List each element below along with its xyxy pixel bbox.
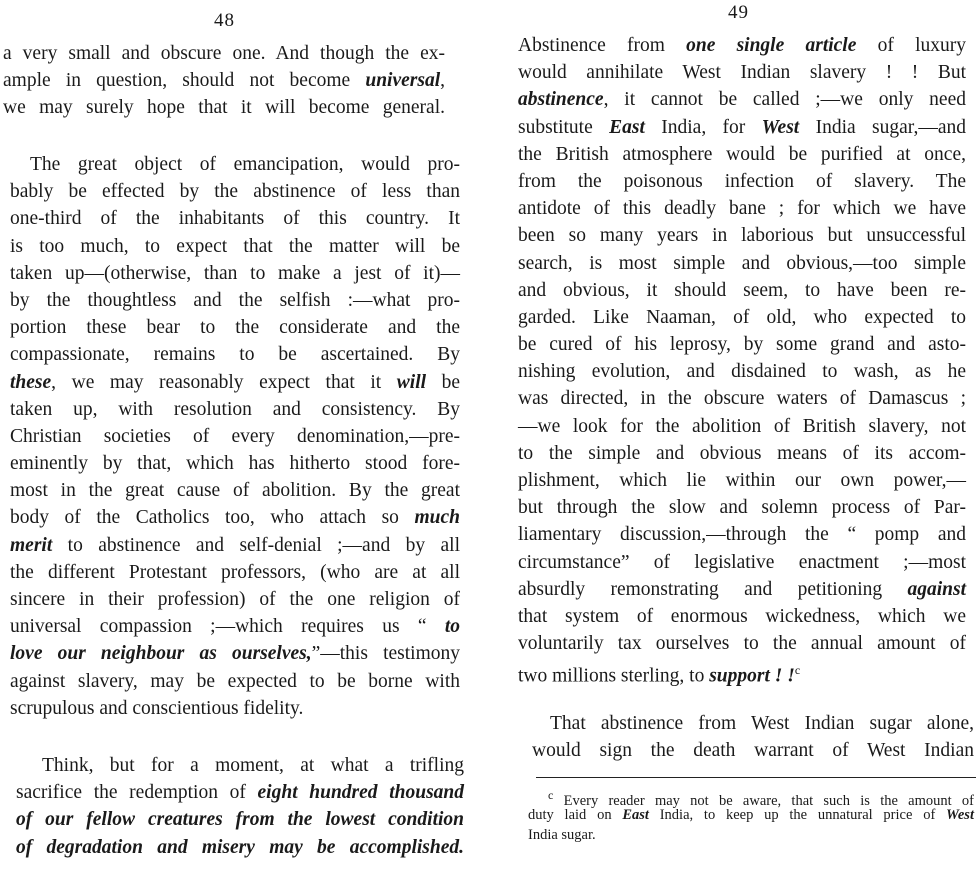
text-line: we may surely hope that it will become general. bbox=[3, 97, 445, 119]
text-line: —we look for the abolition of British slavery, not bbox=[518, 415, 966, 437]
text-line: bably be effected by the abstinence of less than bbox=[10, 181, 460, 203]
text-line: against slavery, may be expected to be borne with bbox=[10, 670, 460, 692]
text-line: would sign the death warrant of West Indian bbox=[532, 740, 974, 762]
text-line: garded. Like Naaman, of old, who expected to bbox=[518, 306, 966, 328]
text-line: these, we may reasonably expect that it will be bbox=[10, 371, 461, 393]
footnote-line: duty laid on East India, to keep up the unnatural price of West bbox=[528, 807, 974, 823]
text-line: search, is most simple and obvious,—too simple bbox=[518, 252, 966, 274]
footnote-mark: c bbox=[548, 788, 554, 802]
text-line: sacrifice the redemption of eight hundred thousand bbox=[16, 782, 464, 804]
right-page bbox=[500, 0, 980, 874]
footnote-divider bbox=[536, 777, 976, 778]
text-line bbox=[518, 657, 966, 687]
text-line: be cured of his leprosy, by some grand and asto- bbox=[518, 334, 966, 356]
text-line: been so many years in laborious but unsuccessful bbox=[518, 225, 966, 247]
text-line: of our fellow creatures from the lowest condition bbox=[16, 809, 464, 831]
text-line: scrupulous and conscientious fidelity. bbox=[10, 697, 304, 719]
text-line: Think, but for a moment, at what a trifling bbox=[42, 755, 464, 776]
text-line: is too much, to expect that the matter will be bbox=[10, 235, 460, 257]
text-line: compassionate, remains to be ascertained. By bbox=[10, 344, 460, 366]
paragraph bbox=[3, 40, 445, 122]
text-line: most in the great cause of abolition. By the great bbox=[10, 480, 460, 502]
text-line: taken up, with resolution and consistency. By bbox=[10, 398, 460, 420]
paragraph bbox=[16, 752, 464, 861]
page-number: 49 bbox=[728, 2, 749, 23]
text-line: abstinence, it cannot be called ;—we only need bbox=[518, 89, 966, 111]
text-line: love our neighbour as ourselves,”—this testimony bbox=[10, 643, 460, 665]
text-line: ample in question, should not become universal, bbox=[3, 70, 445, 92]
text-line: that system of enormous wickedness, which we bbox=[518, 605, 966, 627]
text-line: portion these bear to the considerate and the bbox=[10, 317, 460, 339]
text-line: was directed, in the obscure waters of Damascus ; bbox=[518, 388, 966, 410]
text-line: but through the slow and solemn process of Par- bbox=[518, 497, 966, 519]
text-line: plishment, which lie within our own power,— bbox=[518, 470, 966, 491]
footnote-line: India sugar. bbox=[528, 827, 596, 843]
text-line: absurdly remonstrating and petitioning against bbox=[518, 578, 966, 600]
text-line: circumstance” of legislative enactment ;—most bbox=[518, 551, 966, 573]
text-line: substitute East India, for West India sugar,—and bbox=[518, 116, 966, 138]
text-span: Every reader may not be aware, that such is the amount of bbox=[563, 792, 974, 809]
text-line: nishing evolution, and disdained to wash, as he bbox=[518, 361, 966, 383]
text-line: liamentary discussion,—through the “ pomp and bbox=[518, 524, 966, 546]
paragraph bbox=[518, 32, 966, 685]
text-line: of degradation and misery may be accomplished. bbox=[16, 836, 464, 858]
text-line: voluntarily tax ourselves to the annual amount of bbox=[518, 633, 966, 655]
text-line: one-third of the inhabitants of this country. It bbox=[10, 208, 460, 230]
text-line: merit to abstinence and self-denial ;—and by all bbox=[10, 534, 460, 556]
text-line: The great object of emancipation, would pro- bbox=[30, 154, 460, 175]
text-line: universal compassion ;—which requires us “ to bbox=[10, 616, 460, 638]
footnote bbox=[528, 785, 974, 845]
text-line: to the simple and obvious means of its accom- bbox=[518, 442, 966, 464]
text-line: from the poisonous infection of slavery. The bbox=[518, 170, 966, 192]
text-line: the different Protestant professors, (who are at all bbox=[10, 561, 460, 583]
paragraph bbox=[532, 710, 974, 764]
text-line: sincere in their profession) of the one religion of bbox=[10, 589, 460, 610]
text-line: the British atmosphere would be purified at once, bbox=[518, 143, 966, 165]
text-line: by the thoughtless and the selfish :—what pro- bbox=[10, 289, 460, 311]
text-line: That abstinence from West Indian sugar alone, bbox=[550, 713, 974, 734]
text-line: Abstinence from one single article of luxury bbox=[518, 35, 967, 56]
text-line: Christian societies of every denomination,—pre- bbox=[10, 425, 460, 447]
text-line: taken up—(otherwise, than to make a jest of it)— bbox=[10, 262, 460, 284]
text-span: two millions sterling, to support ! ! bbox=[518, 665, 795, 687]
text-line: eminently by that, which has hitherto stood fore- bbox=[10, 453, 460, 475]
text-line: antidote of this deadly bane ; for which we have bbox=[518, 198, 966, 220]
text-line: would annihilate West Indian slavery ! ! But bbox=[518, 62, 966, 84]
left-page bbox=[0, 0, 480, 874]
footnote-reference: c bbox=[794, 663, 801, 678]
paragraph bbox=[10, 151, 460, 722]
page-number: 48 bbox=[214, 10, 235, 31]
text-line: body of the Catholics too, who attach so much bbox=[10, 507, 460, 529]
footnote-line bbox=[528, 785, 974, 809]
text-line: a very small and obscure one. And though the ex- bbox=[3, 43, 445, 64]
text-line: and obvious, it should seem, to have been re- bbox=[518, 279, 966, 301]
